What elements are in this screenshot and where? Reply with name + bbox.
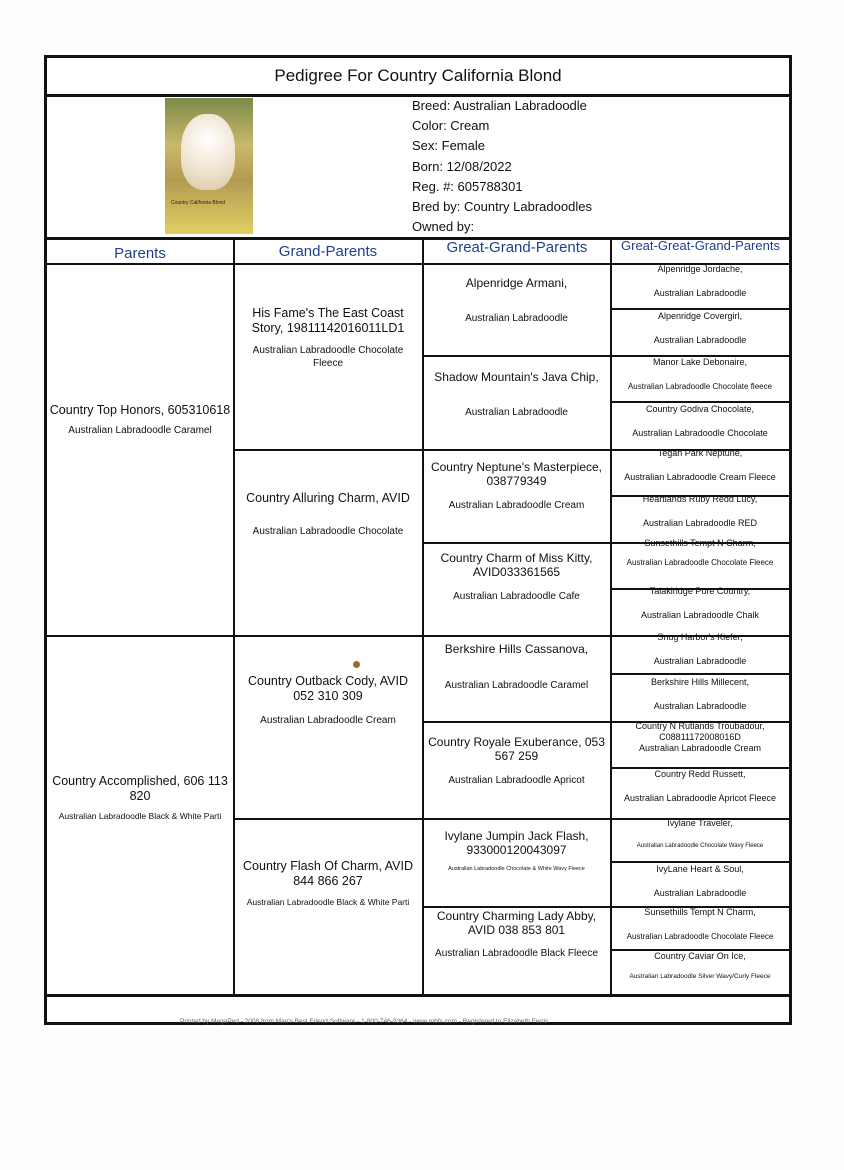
gg-grandparent-breed: Australian Labradoodle <box>653 701 747 711</box>
gg-grandparent-breed: Australian Labradoodle Chocolate <box>632 428 768 438</box>
gg-grandparent <box>611 494 789 529</box>
great-grandparent-name: Country Charm of Miss Kitty, AVID033361565 <box>440 551 593 579</box>
gg-grandparent <box>611 632 789 667</box>
parent-dam <box>49 774 231 823</box>
gg-grandparent-breed: Australian Labradoodle <box>653 288 747 298</box>
gg-grandparent-name: Country Caviar On Ice, <box>654 951 746 961</box>
great-grandparent-breed: Australian Labradoodle Apricot <box>448 775 585 786</box>
printer-footer: Printed by MegaPed - 2008 from Man's Best Friend Software - 1-800-746-9364 - www.mbfs.com - Registered to Elizabeth Ferris <box>180 1018 549 1025</box>
header-great-grand-parents: Great-Grand-Parents <box>446 239 588 256</box>
gg-grandparent <box>611 538 789 568</box>
gg-grandparent-breed: Australian Labradoodle RED <box>642 518 758 528</box>
header-parents: Parents <box>114 245 166 262</box>
bred-by-line: Bred by: Country Labradoodles <box>412 199 592 215</box>
great-grandparent-breed: Australian Labradoodle Black Fleece <box>435 948 598 959</box>
gg-grandparent-name: Country N Rutlands Troubadour, C08811172008016D <box>635 721 765 742</box>
header-grand-parents: Grand-Parents <box>278 243 378 260</box>
gg-grandparent-breed: Australian Labradoodle Chalk <box>640 610 760 620</box>
grandparent-breed: Australian Labradoodle Chocolate <box>252 526 404 537</box>
gg-grandparent-breed: Australian Labradoodle Apricot Fleece <box>623 793 777 803</box>
parent-name: Country Top Honors, 605310618 <box>49 403 231 417</box>
great-grandparent-name: Country Charming Lady Abby, AVID 038 853 801 <box>436 909 597 937</box>
gg-grandparent <box>611 864 789 899</box>
great-grandparent <box>425 460 608 512</box>
grandparent <box>237 674 419 727</box>
gg-grandparent-name: Berkshire Hills Millecent, <box>650 677 750 687</box>
gg-grandparent-breed: Australian Labradoodle Chocolate Wavy Fleece <box>636 843 764 849</box>
dog-figure <box>181 114 235 190</box>
grid-vline <box>233 237 235 994</box>
gg-grandparent <box>611 357 789 392</box>
great-grandparent <box>425 276 608 325</box>
gg-grandparent-breed: Australian Labradoodle Chocolate fleece <box>627 382 773 391</box>
color-line: Color: Cream <box>412 118 490 134</box>
gg-grandparent-name: Alpenridge Jordache, <box>657 264 743 274</box>
gg-grandparent-name: Tegan Park Neptune, <box>657 448 743 458</box>
great-grandparent <box>425 829 608 876</box>
dog-info <box>412 96 592 237</box>
grandparent-name: Country Outback Cody, AVID 052 310 309 <box>247 674 409 703</box>
gg-grandparent-name: Sunsethills Tempt N Charm, <box>644 538 756 548</box>
great-grandparent-breed: Australian Labradoodle Chocolate & White Wavy Fleece <box>448 866 585 872</box>
great-grandparent-breed: Australian Labradoodle Cafe <box>453 591 580 602</box>
gg-grandparent-name: Manor Lake Debonaire, <box>652 357 748 367</box>
gg-grandparent-name: Snug Harbor's Kiefer, <box>657 632 743 642</box>
great-grandparent-name: Alpenridge Armani, <box>465 276 568 290</box>
grandparent <box>237 491 419 538</box>
parent-name: Country Accomplished, 606 113 820 <box>52 774 228 803</box>
gg-grandparent <box>611 818 789 852</box>
owned-by-line: Owned by: <box>412 219 475 235</box>
grandparent <box>237 859 419 909</box>
gg-grandparent <box>611 264 789 299</box>
gg-grandparent-breed: Australian Labradoodle Cream Fleece <box>624 472 776 482</box>
gg-grandparent-breed: Australian Labradoodle <box>653 656 747 666</box>
gg-grandparent-name: Alpenridge Covergirl, <box>657 311 743 321</box>
great-grandparent <box>425 642 608 692</box>
page-title: Pedigree For Country California Blond <box>47 58 789 97</box>
pedigree-sheet <box>44 55 792 1025</box>
grandparent-breed: Australian Labradoodle Black & White Parti <box>246 897 410 907</box>
grid-hline <box>610 861 789 863</box>
header-great-great-grand-parents: Great-Great-Grand-Parents <box>621 238 780 253</box>
great-grandparent-breed: Australian Labradoodle Cream <box>448 500 585 511</box>
great-grandparent <box>425 551 608 603</box>
grandparent-name: His Fame's The East Coast Story, 19811142016011LD1 <box>251 306 405 335</box>
grid-vline <box>422 237 424 994</box>
grandparent-name: Country Flash Of Charm, AVID 844 866 267 <box>243 859 413 888</box>
gg-grandparent <box>611 404 789 439</box>
gg-grandparent-name: Sunsethills Tempt N Charm, <box>644 907 756 917</box>
gg-grandparent-name: Country Godiva Chocolate, <box>645 404 755 414</box>
gg-grandparent <box>611 448 789 483</box>
great-grandparent-name: Berkshire Hills Cassanova, <box>444 642 589 656</box>
gg-grandparent-name: Talakiridge Pure Country, <box>649 586 751 596</box>
gg-grandparent-breed: Australian Labradoodle Cream <box>638 743 762 753</box>
born-line: Born: 12/08/2022 <box>412 158 512 174</box>
grandparent-breed: Australian Labradoodle Cream <box>260 715 396 726</box>
reg-line: Reg. #: 605788301 <box>412 178 523 194</box>
gg-grandparent-name: Heartlands Ruby Redd Lucy, <box>642 494 758 504</box>
gg-grandparent-breed: Australian Labradoodle <box>653 335 747 345</box>
great-grandparent-name: Shadow Mountain's Java Chip, <box>434 370 599 384</box>
ink-dot <box>353 661 360 668</box>
gg-grandparent-name: Country Redd Russett, <box>654 769 746 779</box>
gg-grandparent-name: Ivylane Traveler, <box>667 818 733 828</box>
great-grandparent <box>425 735 608 787</box>
bottom-border <box>47 994 789 997</box>
gg-grandparent <box>611 951 789 982</box>
gg-grandparent <box>611 769 789 804</box>
gg-grandparent <box>611 586 789 621</box>
gg-grandparent <box>611 311 789 346</box>
parent-breed: Australian Labradoodle Caramel <box>68 425 212 436</box>
gg-grandparent-breed: Australian Labradoodle Chocolate Fleece <box>626 558 774 567</box>
gg-grandparent <box>611 677 789 712</box>
gg-grandparent-breed: Australian Labradoodle <box>653 888 747 898</box>
gg-grandparent-breed: Australian Labradoodle Silver Wavy/Curly Fleece <box>629 973 771 980</box>
great-grandparent-breed: Australian Labradoodle <box>465 313 568 324</box>
grandparent-name: Country Alluring Charm, AVID <box>246 491 410 505</box>
parent-sire <box>49 403 231 437</box>
great-grandparent-name: Country Royale Exuberance, 053 567 259 <box>428 735 605 763</box>
grandparent-breed: Australian Labradoodle Chocolate Fleece <box>252 345 404 369</box>
great-grandparent-breed: Australian Labradoodle Caramel <box>444 680 589 691</box>
grid-hline <box>610 673 789 675</box>
gg-grandparent-name: IvyLane Heart & Soul, <box>656 864 744 874</box>
sex-line: Sex: Female <box>412 138 485 154</box>
gg-grandparent <box>614 721 786 754</box>
great-grandparent <box>425 909 608 960</box>
great-grandparent-name: Ivylane Jumpin Jack Flash, 933000120043097 <box>444 829 589 857</box>
great-grandparent <box>425 370 608 419</box>
dog-photo <box>165 98 253 234</box>
grid-hline <box>610 401 789 403</box>
gg-grandparent-breed: Australian Labradoodle Chocolate Fleece <box>626 932 774 941</box>
great-grandparent-name: Country Neptune's Masterpiece, 038779349 <box>430 460 603 488</box>
breed-line: Breed: Australian Labradoodle <box>412 98 587 113</box>
parent-breed: Australian Labradoodle Black & White Parti <box>58 811 222 821</box>
grid-hline <box>610 308 789 310</box>
photo-caption: Country California Blond <box>171 200 226 206</box>
great-grandparent-breed: Australian Labradoodle <box>465 407 568 418</box>
gg-grandparent <box>611 907 789 942</box>
grandparent <box>237 306 419 370</box>
